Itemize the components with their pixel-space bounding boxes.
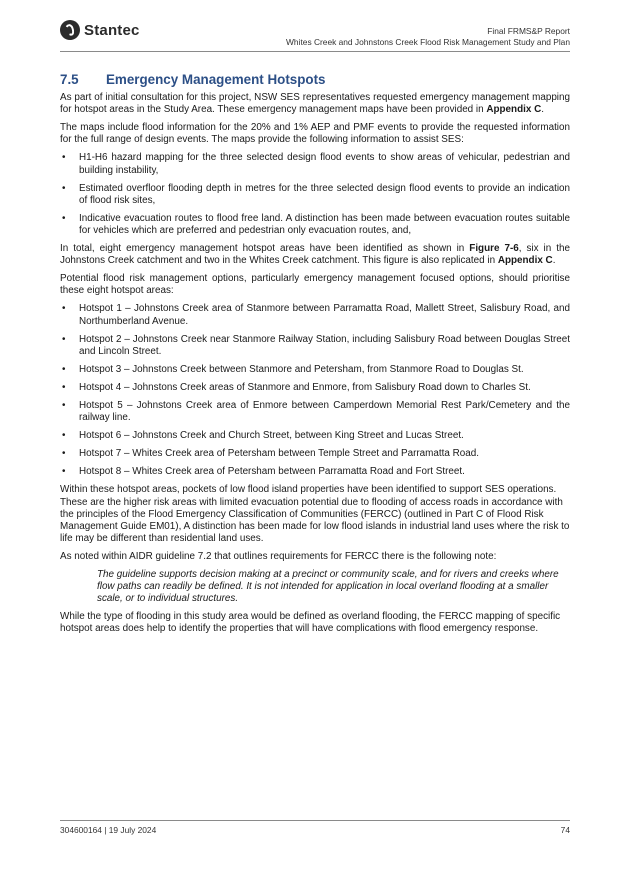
hotspot-count-end: .: [552, 255, 556, 267]
paragraph-intro: [60, 92, 570, 116]
page-footer: [60, 820, 570, 840]
header-report-info: [286, 26, 570, 47]
stantec-logo: [60, 20, 140, 40]
footer-divider: [60, 820, 570, 821]
logo-text: Stantec: [84, 21, 140, 39]
list-item: • Hotspot 2 – Johnstons Creek near Stanmore Railway Station, including Salisbury Road between Douglas Street and Lincoln Street.: [60, 334, 570, 358]
hotspot-count-text-a: In total, eight emergency management hotspot areas have been identified as shown in: [60, 243, 470, 255]
list-item: • Hotspot 6 – Johnstons Creek and Church Street, between King Street and Lucas Street.: [60, 430, 570, 442]
paragraph-hotspot-count: [60, 243, 570, 267]
header-divider: [60, 51, 570, 52]
appendix-c-ref-2: Appendix C: [497, 255, 553, 267]
report-title: Whites Creek and Johnstons Creek Flood Risk Management Study and Plan: [286, 36, 570, 47]
map-info-list: [60, 152, 570, 237]
page-header: [60, 18, 570, 58]
list-item: • H1-H6 hazard mapping for the three selected design flood events to show areas of vehicular, pedestrian and building instability,: [60, 152, 570, 176]
hotspot-list: [60, 303, 570, 478]
paragraph-maps: The maps include flood information for the 20% and 1% AEP and PMF events to provide the requested information for the full range of design events. The maps provide the following information to assist SES:: [60, 122, 570, 146]
footer-doc-ref: 304600164 | 19 July 2024: [60, 825, 157, 835]
figure-ref: Figure 7-6: [469, 243, 519, 255]
stantec-logo-icon: [60, 20, 80, 40]
appendix-c-ref: Appendix C: [486, 104, 542, 116]
paragraph-aidr-note: As noted within AIDR guideline 7.2 that outlines requirements for FERCC there is the following note:: [60, 550, 497, 562]
paragraph-intro-end: .: [541, 104, 544, 116]
list-item: • Hotspot 4 – Johnstons Creek areas of Stanmore and Enmore, from Salisbury Road down to Charles St.: [60, 382, 570, 394]
list-item: • Hotspot 5 – Johnstons Creek area of Enmore between Camperdown Memorial Rest Park/Cemetery and the railway line.: [60, 400, 570, 424]
list-item: • Hotspot 8 – Whites Creek area of Petersham between Parramatta Road and Fort Street.: [60, 466, 570, 478]
section-title: Emergency Management Hotspots: [106, 72, 326, 87]
hotspot-count-text-b: , six in the Johnstons Creek catchment and two in the Whites Creek catchment. This figure is also replicated in: [60, 243, 570, 267]
list-item: • Hotspot 1 – Johnstons Creek area of Stanmore between Parramatta Road, Mallett Street, Salisbury Road, and Northumberland Avenue.: [60, 303, 570, 327]
paragraph-intro-text: As part of initial consultation for this project, NSW SES representatives requested emergency management mapping for hotspot areas in the Study Area. These emergency management maps have been provided in: [60, 92, 570, 116]
list-item: • Hotspot 3 – Johnstons Creek between Stanmore and Petersham, from Stanmore Road to Douglas St.: [60, 364, 570, 376]
list-item: • Indicative evacuation routes to flood free land. A distinction has been made between evacuation routes suitable for vehicles which are preferred and pedestrian only evacuation routes, and,: [60, 213, 570, 237]
paragraph-flood-islands: Within these hotspot areas, pockets of low flood island properties have been identified to support SES operations. These are the higher risk areas with limited evacuation potential due to flooding of access roads in accordance with the principles of the Flood Emergency Classification of Communities (FERCC) (outlined in Part C of Flood Risk Management Guide EM01), A distinction has been made for low flood islands in industrial land uses where the risk to life may be different than residential land uses.: [60, 484, 570, 544]
page-number: 74: [560, 825, 570, 835]
guideline-quote: The guideline supports decision making at a precinct or community scale, and for rivers and creeks where flow paths can readily be defined. It is not intended for application in local overland flooding at a smaller scale, or to individual structures.: [97, 569, 559, 605]
list-item: • Estimated overfloor flooding depth in metres for the three selected design flood events to provide an indication of flood risk sites,: [60, 183, 570, 207]
page-content: [60, 74, 570, 641]
report-type: Final FRMS&P Report: [487, 26, 570, 36]
section-number: 7.5: [60, 72, 79, 87]
list-item: • Hotspot 7 – Whites Creek area of Petersham between Temple Street and Parramatta Road.: [60, 448, 570, 460]
paragraph-conclusion: While the type of flooding in this study area would be defined as overland flooding, the FERCC mapping of specific hotspot areas does help to identify the properties that will have complications with flood emergency response.: [60, 611, 561, 635]
section-heading: [60, 74, 570, 86]
paragraph-prioritise: Potential flood risk management options, particularly emergency management focused options, should prioritise these eight hotspot areas:: [60, 273, 570, 297]
